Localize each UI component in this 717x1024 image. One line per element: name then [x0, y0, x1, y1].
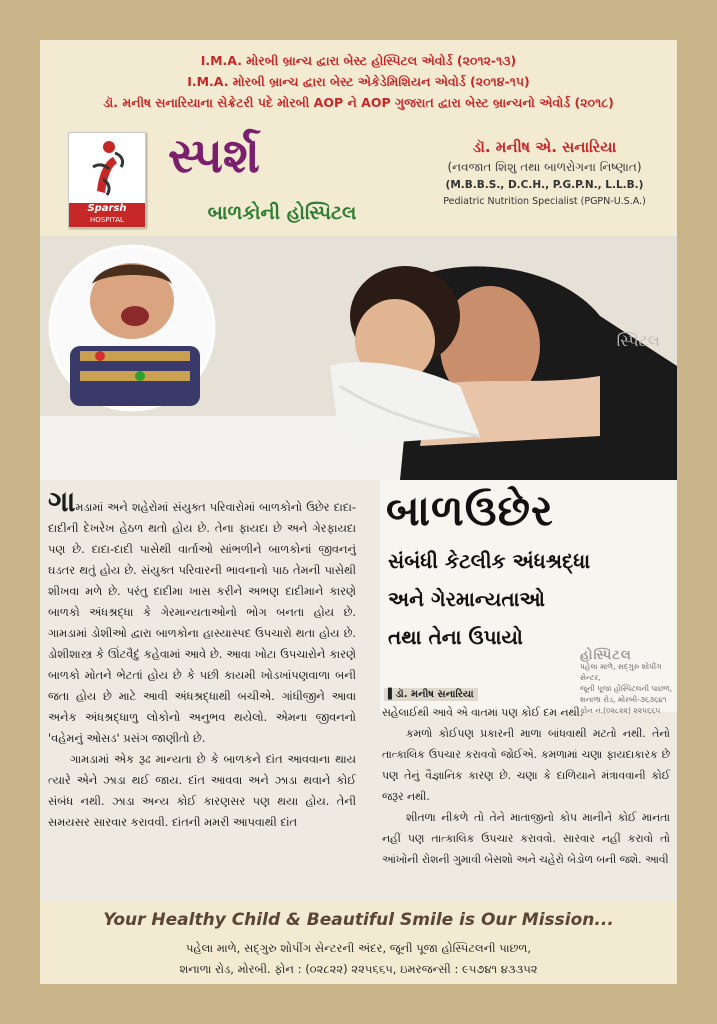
article-title-line: સંબંધી કેટલીક અંધશ્રદ્ધા: [388, 549, 591, 573]
award-line: I.M.A. મોરબી બ્રાન્ચ દ્વારા બેસ્ટ હોસ્પિટલ એવોર્ડ (૨૦૧૨-૧૩): [200, 53, 517, 68]
hospital-ghost-name: હોસ્પિટલ: [580, 648, 632, 663]
hospital-ghost-line: શનાળા રોડ, મોરબી-૩૬૩૬૪૧: [580, 695, 667, 704]
article-paragraph: સહેલાઈથી આવે એ વાતમાં પણ કોઈ દમ નથી.: [382, 706, 584, 719]
article-dropcap: ગા: [48, 485, 76, 518]
brand-name: સ્પર્શ: [168, 128, 260, 184]
article-byline: ▌ડૉ. મનીષ સનારિયા: [384, 688, 478, 701]
article-paragraph: શીતળા નીકળે તો તેને માતાજીનો કોપ માનીને કોઈ માનતા નહીં પણ તાત્કાલિક ઉપચાર કરાવવો. સારવાર નહીં કરાવો તો આંખોની રોશની ગુમાવી બેસશો અને ચહેરો બેડોળ બની જશે. આવી: [382, 811, 670, 866]
doctor-name: ડૉ. મનીષ એ. સનારિયા: [472, 138, 617, 156]
header: [40, 40, 677, 236]
address-line: પહેલા માળે, સદ્‌ગુરુ શોપીંગ સેન્ટરની અંદર, જૂની પૂજા હોસ્પિટલની પાછળ,: [185, 941, 532, 955]
photo-watermark: સ્પિટલ: [616, 333, 660, 350]
flyer-page: [40, 40, 677, 984]
doctor-specialty: (નવજાત શિશુ તથા બાળરોગના નિષ્ણાત): [447, 160, 642, 174]
article-right-column: [382, 702, 670, 870]
award-line: ડૉ. મનીષ સનારિયાના સેક્રેટરી પદે મોરબી AOP ને AOP ગુજરાત દ્વારા બેસ્ટ બ્રાન્ચનો એવોર્ડ (૨૦૧૮): [103, 95, 614, 110]
mission-statement: Your Healthy Child & Beautiful Smile is Our Mission...: [103, 910, 614, 930]
hospital-ghost-line: જૂની પૂજા હોસ્પિટલની પાછળ,: [580, 684, 673, 693]
brand-subtitle: બાળકોની હોસ્પિટલ: [207, 202, 357, 224]
logo-subtext: HOSPITAL: [90, 216, 124, 224]
article-paragraph: ગામડામાં એક રૂઢ માન્યતા છે કે બાળકને દાંત આવવાના થાય ત્યારે એને ઝાડા થઈ જાય. દાંત આવવા અને ઝાડા થવાને કોઈ સંબંધ નથી. ઝાડા અન્ય કોઈ કારણસર પણ થયા હોય. તેની સમયસર સારવાર કરાવવી. દાંતની મમરી આપવાથી દાંત: [48, 752, 356, 829]
hospital-ghost-line: પહેલા માળે, સદ્‌ગુરુ શોપીંગ સેન્ટર,: [580, 662, 662, 682]
footer: [40, 902, 677, 984]
hospital-ghost-line: ફોન નં.(૦૨૮૨૨) ૨૨૫૬૬૫: [580, 706, 661, 715]
article-scan: [40, 480, 677, 902]
photo-illustration: [40, 236, 677, 480]
logo-figure-icon: [69, 133, 145, 203]
logo-text: Sparsh: [87, 203, 127, 214]
article-title-line: તથા તેના ઉપાયો: [388, 625, 523, 649]
address-line: શનાળા રોડ, મોરબી. ફોન : (૦૨૮૨૨) ૨૨૫૬૬૫, ઇમરજન્સી : ૯૫૭૪૧ ૪૩૩૫૨: [179, 962, 538, 976]
article-left-column: [48, 485, 356, 833]
doctor-pediatric: Pediatric Nutrition Specialist (PGPN-U.S.A.): [443, 196, 646, 207]
footer-address: [40, 938, 677, 980]
doctor-info: [422, 136, 667, 210]
logo-band: [69, 203, 145, 227]
article-paragraph: કમળો કોઈપણ પ્રકારની માળા બાંધવાથી મટતો નથી. તેનો તાત્કાલિક ઉપચાર કરાવવો જોઈએ. કમળામાં ચણા ફાયદાકારક છે પણ તેનું વૈજ્ઞાનિક કારણ છે. ચણા કે દાળિયાને મંત્રાવવાની કોઈ જરૂર નથી.: [382, 727, 670, 803]
award-line: I.M.A. મોરબી બ્રાન્ચ દ્વારા બેસ્ટ એકેડેમિશિયન એવોર્ડ (૨૦૧૪-૧૫): [187, 74, 530, 89]
article-title-line: અને ગેરમાન્યતાઓ: [388, 587, 545, 611]
awards-list: [40, 50, 677, 113]
article-title-big: બાળઉછેર: [386, 486, 554, 535]
mother-child-photo: [40, 236, 677, 480]
article-paragraph: [48, 485, 356, 749]
doctor-degrees: (M.B.B.S., D.C.H., P.G.P.N., L.L.B.): [445, 179, 644, 191]
hospital-logo: [68, 132, 146, 228]
article-paragraph-text: મડામાં અને શહેરોમાં સંયુક્ત પરિવારોમાં બાળકોનો ઉછેર દાદા-દાદીની દેખરેખ હેઠળ થતો હોય છે. તેના ફાયદા છે અને ગેરફાયદા પણ છે. દાદા-દાદી પાસેથી વાર્તાઓ સાંભળીને બાળકોનાં જીવનનું ઘડતર થતું હોય છે. સંયુક્ત પરિવારની ભાવનાનો પાઠ તેમની પાસેથી શીખવા મળે છે. પરંતુ દાદીમા ખાસ કરીને અભણ દાદીમાને કારણે બાળકો અંધશ્રદ્ધા કે ગેરમાન્યતાઓનો ભોગ બનતા હોય છે. ગામડામાં ડોશીઓ દ્વારા બાળકોના હાસ્યાસ્પદ ઉપચારો થતા હોય છે. ડોશીશાસ્ત્ર કે ઊંટવૈદું કહેવામાં આવે છે. આવા ખોટા ઉપચારોને કારણે બાળકો મોતને ભેટતાં હોય છે કે પછી કાયમી ખોડખાંપણવાળા બની જતા હોય છે માટે આવી અંધશ્રદ્ધાથી બચીએ. ગાંધીજીને આવા અનેક અંધશ્રદ્ધાળુ લોકોનો અનુભવ થયેલો. એમના જીવનનો 'વહેમનું ઓસડ' પ્રસંગ જાણીતો છે.: [48, 500, 356, 745]
